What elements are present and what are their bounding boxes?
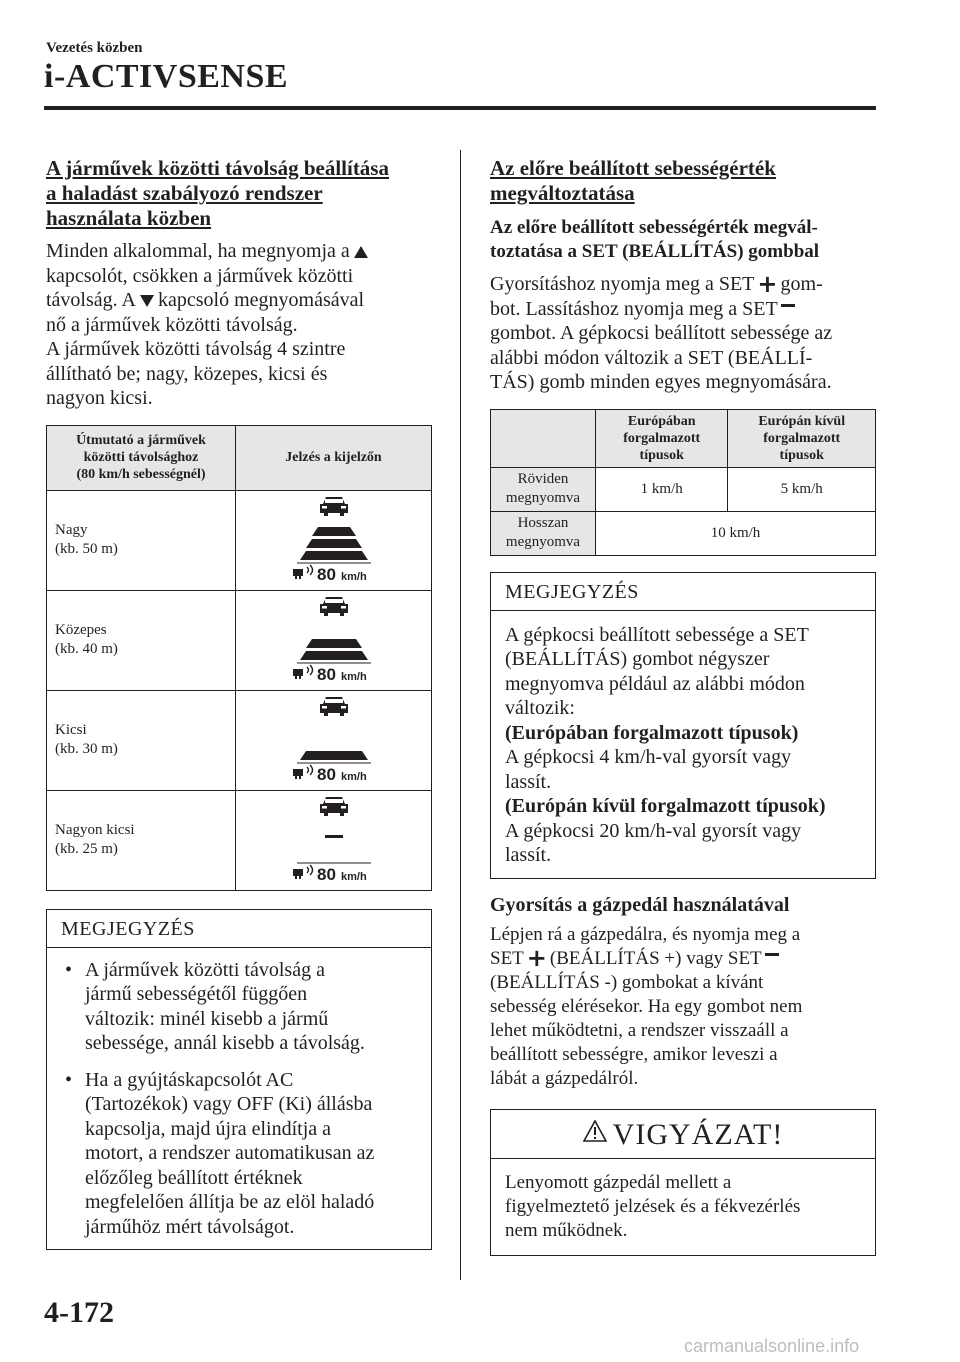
- distance-table-header: [47, 425, 432, 490]
- caution-line: Lenyomott gázpedál mellett a: [505, 1171, 732, 1193]
- set-speed-value: 80: [316, 764, 336, 784]
- level-name: Közepes: [55, 622, 107, 638]
- set-speed-value: 80: [316, 864, 336, 884]
- set-speed-unit: km/h: [340, 870, 367, 883]
- watermark: carmanualsonline.info: [684, 1336, 860, 1356]
- car-icon: [320, 497, 348, 516]
- level-name: Kicsi: [55, 722, 87, 738]
- minus-icon: [781, 304, 795, 307]
- display-indicator: [236, 790, 432, 890]
- chapter-title: i-ACTIVSENSE: [44, 58, 289, 95]
- warning-icon: [583, 1120, 607, 1142]
- bullet-icon: •: [65, 958, 73, 981]
- left-column: [46, 156, 432, 1250]
- note-non-eu-heading: (Európán kívül forgalmazott típusok): [505, 795, 826, 817]
- level-distance: (kb. 25 m): [55, 841, 118, 857]
- intro-line: Minden alkalommal, ha megnyomja a: [46, 239, 432, 264]
- heading-line: A járművek közötti távolság beállítása: [46, 156, 389, 180]
- note-line: lassít.: [505, 770, 552, 793]
- header-guide: Útmutató a járművek közötti távolsághoz (80 km/h sebességnél): [47, 425, 236, 490]
- distance-indicator-graphic: [279, 491, 389, 585]
- para-line: lábát a gázpedálról.: [490, 1067, 639, 1089]
- title-rule: [44, 106, 876, 110]
- distance-intro: [46, 239, 432, 411]
- speed-heading: [490, 156, 876, 206]
- level-distance: (kb. 50 m): [55, 541, 118, 557]
- header-eu: Európában forgalmazott típusok: [596, 409, 728, 467]
- speed-table-header: [491, 409, 876, 467]
- set-speed-unit: km/h: [340, 570, 367, 583]
- cell-non-eu-short: 5 km/h: [728, 467, 876, 511]
- note-content: [491, 611, 875, 878]
- caution-content: [491, 1159, 875, 1255]
- heading-line: megváltoztatása: [490, 181, 635, 205]
- note-line: jármű sebességétől függően: [85, 983, 308, 1005]
- distance-bar: [325, 835, 343, 838]
- subheading-line: toztatása a SET (BEÁLLÍTÁS) gombbal: [490, 241, 820, 262]
- intro-line: távolság. A kapcsoló megnyomásával: [46, 289, 365, 311]
- distance-indicator-graphic: [279, 591, 389, 685]
- note-bullet: [61, 1068, 417, 1240]
- set-button-paragraph: [490, 272, 876, 395]
- note-eu-heading: (Európában forgalmazott típusok): [505, 721, 799, 744]
- section-kicker: Vezetés közben: [46, 40, 143, 56]
- caution-title: [491, 1110, 875, 1159]
- table-row: [47, 590, 432, 690]
- minus-icon: [765, 953, 779, 956]
- cell-long-both: 10 km/h: [596, 511, 876, 555]
- distance-bar: [300, 751, 368, 760]
- level-name: Nagy: [55, 522, 88, 538]
- distance-indicator-graphic: [279, 691, 389, 785]
- distance-bar: [300, 651, 368, 660]
- note-line: sebessége, annál kisebb a távolság.: [85, 1032, 365, 1054]
- caution-line: figyelmeztető jelzések és a fékvezérlés: [505, 1195, 801, 1217]
- header-display: Jelzés a kijelzőn: [236, 425, 432, 490]
- set-speed-value: 80: [316, 664, 336, 684]
- para-line: Lépjen rá a gázpedálra, és nyomja meg a: [490, 923, 801, 945]
- heading-line: Az előre beállított sebességérték: [490, 156, 776, 180]
- note-title: MEGJEGYZÉS: [47, 910, 431, 948]
- set-button-subheading: [490, 216, 876, 264]
- para-line: sebesség elérésekor. Ha egy gombot nem: [490, 995, 803, 1017]
- heading-line: használata közben: [46, 206, 212, 230]
- heading-line: a haladást szabályozó rendszer: [46, 181, 323, 205]
- para-line: bot. Lassításhoz nyomja meg a SET: [490, 297, 876, 322]
- para-line: alábbi módon változik a SET (BEÁLLÍ-: [490, 346, 813, 369]
- note-line: A gépkocsi 4 km/h-val gyorsít vagy: [505, 746, 792, 768]
- display-indicator: [236, 690, 432, 790]
- triangle-down-icon: [140, 295, 154, 307]
- note-line: motort, a rendszer automatikusan az: [85, 1142, 375, 1164]
- distance-bar: [306, 639, 362, 648]
- note-line: kapcsolja, majd újra elindítja a: [85, 1117, 332, 1140]
- note-line: járműhöz mért távolságot.: [85, 1215, 295, 1238]
- accel-paragraph: [490, 923, 876, 1091]
- car-icon: [320, 797, 348, 816]
- distance-table: [46, 425, 432, 891]
- note-content: [47, 948, 431, 1250]
- table-row: [491, 511, 876, 555]
- para-line: Gyorsításhoz nyomja meg a SET + gom-: [490, 270, 823, 298]
- plus-icon: +: [757, 270, 778, 298]
- note-line: (BEÁLLÍTÁS) gombot négyszer: [505, 648, 770, 670]
- distance-indicator-graphic: [279, 791, 389, 885]
- level-distance: (kb. 40 m): [55, 641, 118, 657]
- speed-step-table: [490, 409, 876, 556]
- intro-line: A járművek közötti távolság 4 szintre: [46, 338, 346, 360]
- triangle-up-icon: [354, 246, 368, 258]
- set-speed-unit: km/h: [340, 670, 367, 683]
- distance-bar: [306, 539, 362, 548]
- note-bullet: [61, 958, 417, 1056]
- note-title: MEGJEGYZÉS: [491, 573, 875, 611]
- intro-line: nő a járművek közötti távolság.: [46, 313, 298, 336]
- car-icon: [320, 597, 348, 616]
- column-divider: [460, 150, 461, 1280]
- note-line: megnyomva például az alábbi módon: [505, 672, 805, 695]
- intro-line: állítható be; nagy, közepes, kicsi és: [46, 362, 328, 385]
- set-speed-value: 80: [316, 564, 336, 584]
- level-name: Nagyon kicsi: [55, 822, 135, 838]
- display-indicator: [236, 490, 432, 590]
- para-line: (BEÁLLÍTÁS -) gombokat a kívánt: [490, 971, 764, 993]
- note-line: változik:: [505, 697, 575, 719]
- header-non-eu: Európán kívül forgalmazott típusok: [728, 409, 876, 467]
- intro-line: nagyon kicsi.: [46, 387, 153, 409]
- intro-line: kapcsolót, csökken a járművek közötti: [46, 264, 354, 287]
- caution-title-text: VIGYÁZAT!: [612, 1117, 784, 1151]
- accel-heading: Gyorsítás a gázpedál használatával: [490, 893, 790, 916]
- page-number: 4-172: [44, 1296, 114, 1329]
- caution-line: nem működnek.: [505, 1219, 628, 1241]
- distance-bar: [300, 551, 368, 560]
- para-line: gombot. A gépkocsi beállított sebessége az: [490, 322, 833, 344]
- note-line: A gépkocsi 20 km/h-val gyorsít vagy: [505, 819, 802, 842]
- note-line: Ha a gyújtáskapcsolót AC: [85, 1068, 294, 1091]
- distance-heading: [46, 156, 432, 231]
- distance-level-label: [47, 690, 236, 790]
- radar-cruise-icon: [293, 765, 313, 779]
- radar-cruise-icon: [293, 665, 313, 679]
- para-line: TÁS) gomb minden egyes megnyomására.: [490, 371, 832, 393]
- note-line: megfelelően állítja be az elöl haladó: [85, 1191, 375, 1213]
- note-line: A járművek közötti távolság a: [85, 958, 325, 981]
- distance-level-label: [47, 790, 236, 890]
- table-row: [47, 690, 432, 790]
- note-line: előzőleg beállított értéknek: [85, 1166, 303, 1189]
- radar-cruise-icon: [293, 565, 313, 579]
- bullet-icon: •: [65, 1068, 73, 1091]
- distance-bar: [312, 527, 356, 536]
- set-speed-unit: km/h: [340, 770, 367, 783]
- left-note-box: [46, 909, 432, 1251]
- cell-eu-short: 1 km/h: [596, 467, 728, 511]
- distance-level-label: [47, 490, 236, 590]
- subheading-line: Az előre beállított sebességérték megvál-: [490, 217, 818, 238]
- para-line: beállított sebességre, amikor leveszi a: [490, 1043, 778, 1065]
- distance-level-label: [47, 590, 236, 690]
- car-icon: [320, 697, 348, 716]
- row-label-short: Röviden megnyomva: [491, 467, 596, 511]
- level-distance: (kb. 30 m): [55, 741, 118, 757]
- right-column: [490, 156, 876, 1256]
- row-label-long: Hosszan megnyomva: [491, 511, 596, 555]
- note-line: változik: minél kisebb a jármű: [85, 1007, 329, 1030]
- caution-box: [490, 1109, 876, 1256]
- para-line: lehet működtetni, a rendszer visszaáll a: [490, 1019, 789, 1041]
- note-line: A gépkocsi beállított sebessége a SET: [505, 623, 809, 646]
- right-note-box: [490, 572, 876, 879]
- note-line: lassít.: [505, 844, 552, 866]
- table-row: [47, 790, 432, 890]
- table-row: [491, 467, 876, 511]
- plus-icon: +: [526, 943, 547, 972]
- note-line: (Tartozékok) vagy OFF (Ki) állásba: [85, 1093, 373, 1115]
- radar-cruise-icon: [293, 865, 313, 879]
- para-line: SET + (BEÁLLÍTÁS +) vagy SET: [490, 947, 876, 971]
- display-indicator: [236, 590, 432, 690]
- table-row: [47, 490, 432, 590]
- header-empty: [491, 409, 596, 467]
